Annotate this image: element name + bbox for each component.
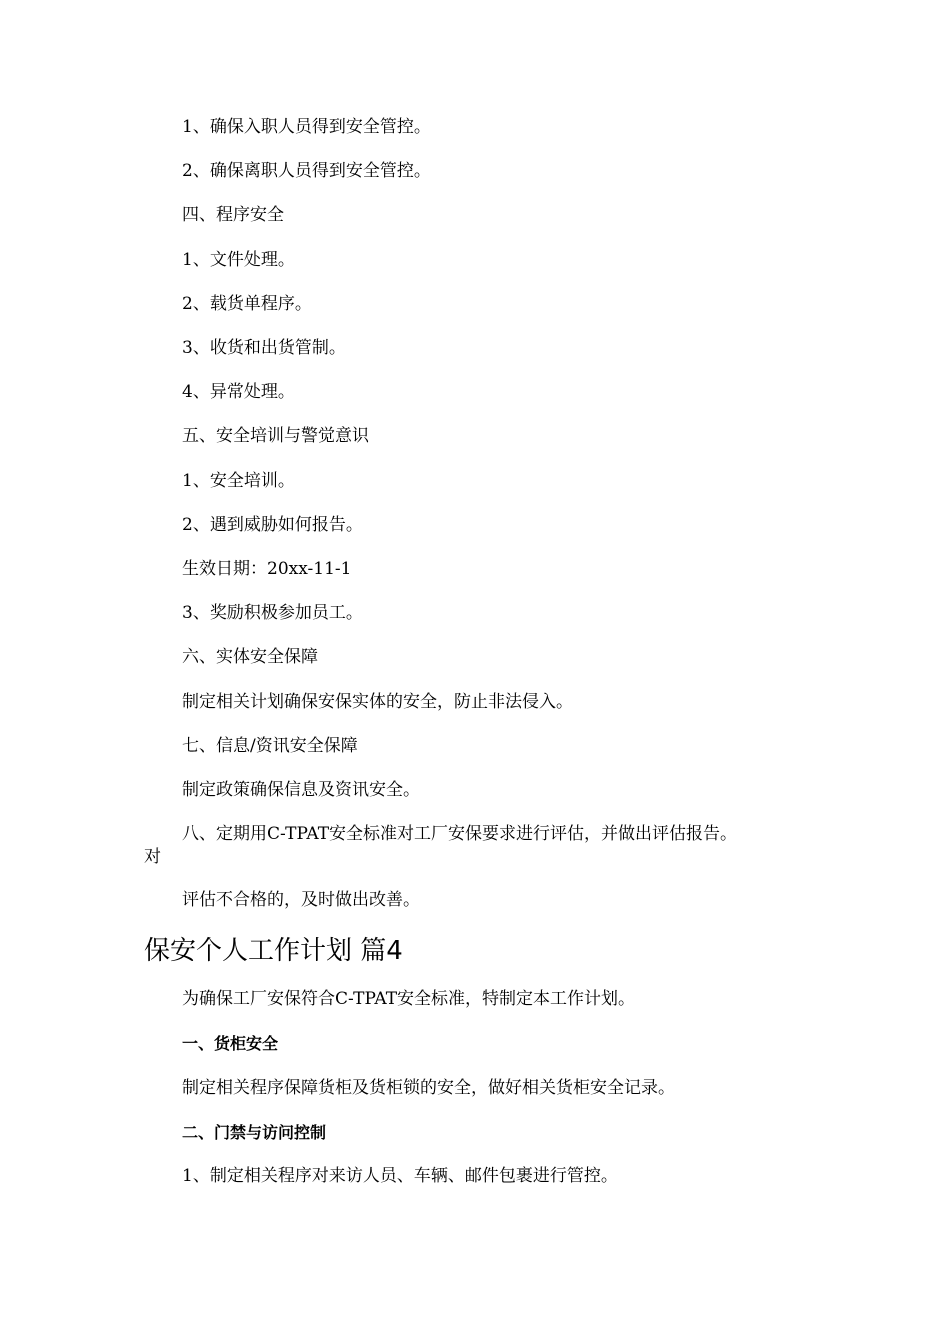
paragraph: 1、文件处理。 [182,250,295,270]
paragraph: 制定相关计划确保安保实体的安全，防止非法侵入。 [182,692,573,712]
section-heading: 四、程序安全 [182,205,284,225]
section-heading: 七、信息/资讯安全保障 [182,736,358,756]
paragraph: 1、制定相关程序对来访人员、车辆、邮件包裹进行管控。 [182,1166,618,1186]
paragraph: 3、收货和出货管制。 [182,338,346,358]
paragraph: 2、确保离职人员得到安全管控。 [182,161,431,181]
paragraph: 4、异常处理。 [182,382,295,402]
paragraph: 1、确保入职人员得到安全管控。 [182,117,431,137]
section-heading: 八、定期用C-TPAT安全标准对工厂安保要求进行评估，并做出评估报告。 [182,824,738,844]
paragraph: 评估不合格的，及时做出改善。 [182,890,420,910]
paragraph: 为确保工厂安保符合C-TPAT安全标准，特制定本工作计划。 [182,989,636,1009]
paragraph: 1、安全培训。 [182,471,295,491]
paragraph: 3、奖励积极参加员工。 [182,603,363,623]
paragraph: 制定相关程序保障货柜及货柜锁的安全，做好相关货柜安全记录。 [182,1078,675,1098]
section-heading: 六、实体安全保障 [182,647,318,667]
document-title: 保安个人工作计划 篇4 [144,936,403,966]
subsection-title: 一、货柜安全 [182,1034,279,1053]
paragraph: 2、载货单程序。 [182,294,312,314]
subsection-title: 二、门禁与访问控制 [182,1123,327,1142]
paragraph: 制定政策确保信息及资讯安全。 [182,780,420,800]
effective-date: 生效日期：20xx-11-1 [182,559,352,579]
paragraph-wrap: 对 [144,847,161,867]
paragraph: 2、遇到威胁如何报告。 [182,515,363,535]
section-heading: 五、安全培训与警觉意识 [182,426,369,446]
